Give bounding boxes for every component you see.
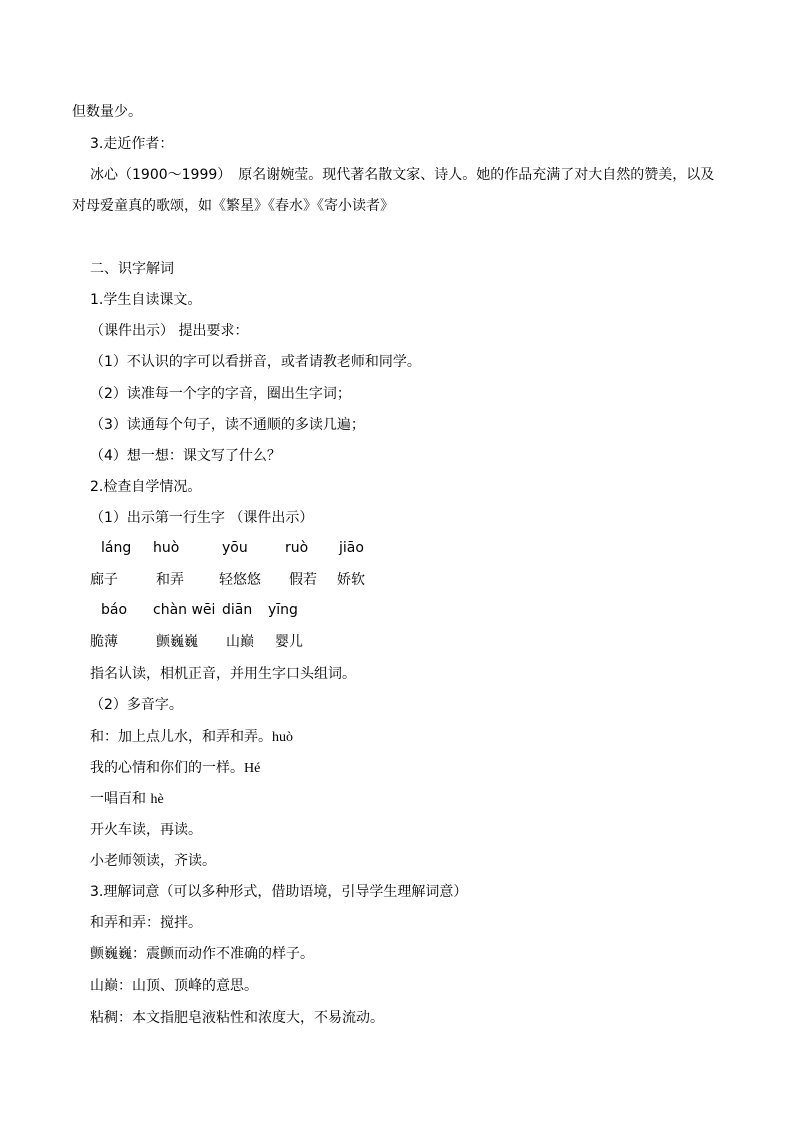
train-read: 开火车读，再读。 bbox=[90, 822, 202, 838]
section-3-title: 3.走近作者： bbox=[90, 136, 174, 152]
he-example-1-text: 和：加上点儿水，和弄和弄。 bbox=[90, 729, 272, 745]
courseware-requirements: （课件出示） 提出要求： bbox=[90, 323, 249, 339]
word: 脆薄 bbox=[90, 634, 118, 650]
requirement-3: （3）读通每个句子，读不通顺的多读几遍； bbox=[90, 417, 365, 433]
he-example-2-text: 我的心情和你们的一样。 bbox=[90, 760, 244, 776]
step-1-title: 1.学生自读课文。 bbox=[90, 292, 202, 308]
pinyin: jiāo bbox=[339, 540, 364, 556]
teacher-read: 小老师领读，齐读。 bbox=[90, 853, 216, 869]
author-intro-line-1: 冰心（1900～1999） 原名谢婉莹。现代著名散文家、诗人。她的作品充满了对大自然的赞美，以及 bbox=[90, 167, 715, 183]
definition-2: 颤巍巍：震颤而动作不准确的样子。 bbox=[90, 946, 314, 962]
he-example-2 bbox=[90, 758, 260, 779]
author-intro-line-2: 对母爱童真的歌颂，如《繁星》《春水》《寄小读者》 bbox=[72, 198, 394, 214]
read-instruction: 指名认读，相机正音，并用生字口头组词。 bbox=[90, 666, 356, 682]
pinyin: láng bbox=[101, 540, 132, 556]
pinyin: yīng bbox=[268, 602, 298, 618]
word-row-1 bbox=[0, 570, 794, 590]
word-row-2 bbox=[0, 632, 794, 652]
word: 和弄 bbox=[156, 572, 184, 588]
step-2-title: 2.检查自学情况。 bbox=[90, 479, 202, 495]
pinyin: ruò bbox=[285, 540, 309, 556]
pinyin-row-2 bbox=[0, 600, 794, 620]
word: 颤巍巍 bbox=[156, 634, 198, 650]
he-example-1 bbox=[90, 727, 293, 748]
word: 轻悠悠 bbox=[219, 572, 261, 588]
pinyin: yōu bbox=[222, 540, 248, 556]
word: 娇软 bbox=[337, 572, 365, 588]
pinyin-row-1 bbox=[0, 538, 794, 558]
requirement-1: （1）不认识的字可以看拼音，或者请教老师和同学。 bbox=[90, 354, 421, 370]
pinyin: huò bbox=[153, 540, 180, 556]
step-3-title: 3.理解词意（可以多种形式，借助语境，引导学生理解词意） bbox=[90, 884, 468, 900]
polyphone-title: （2）多音字。 bbox=[90, 697, 183, 713]
paragraph-tail: 但数量少。 bbox=[72, 104, 142, 120]
word: 廊子 bbox=[90, 572, 118, 588]
he-example-1-pinyin: huò bbox=[272, 730, 293, 745]
requirement-2: （2）读准每一个字的字音，圈出生字词； bbox=[90, 386, 351, 402]
he-example-3-pinyin: hè bbox=[150, 792, 164, 807]
show-row-1: （1）出示第一行生字 （课件出示） bbox=[90, 510, 314, 526]
definition-3: 山巅：山顶、顶峰的意思。 bbox=[90, 978, 258, 994]
he-example-2-pinyin: Hé bbox=[244, 761, 261, 776]
pinyin: chàn wēi bbox=[153, 602, 216, 618]
he-example-3-text: 一唱百和 bbox=[90, 791, 146, 807]
definition-1: 和弄和弄：搅拌。 bbox=[90, 915, 202, 931]
word: 山巅 bbox=[226, 634, 254, 650]
section-2-heading: 二、识字解词 bbox=[90, 261, 174, 277]
he-example-3 bbox=[90, 789, 164, 810]
word: 婴儿 bbox=[275, 634, 303, 650]
pinyin: diān bbox=[222, 602, 253, 618]
word: 假若 bbox=[289, 572, 317, 588]
requirement-4: （4）想一想：课文写了什么？ bbox=[90, 448, 281, 464]
definition-4: 粘稠：本文指肥皂液粘性和浓度大，不易流动。 bbox=[90, 1010, 384, 1026]
pinyin: báo bbox=[101, 602, 128, 618]
